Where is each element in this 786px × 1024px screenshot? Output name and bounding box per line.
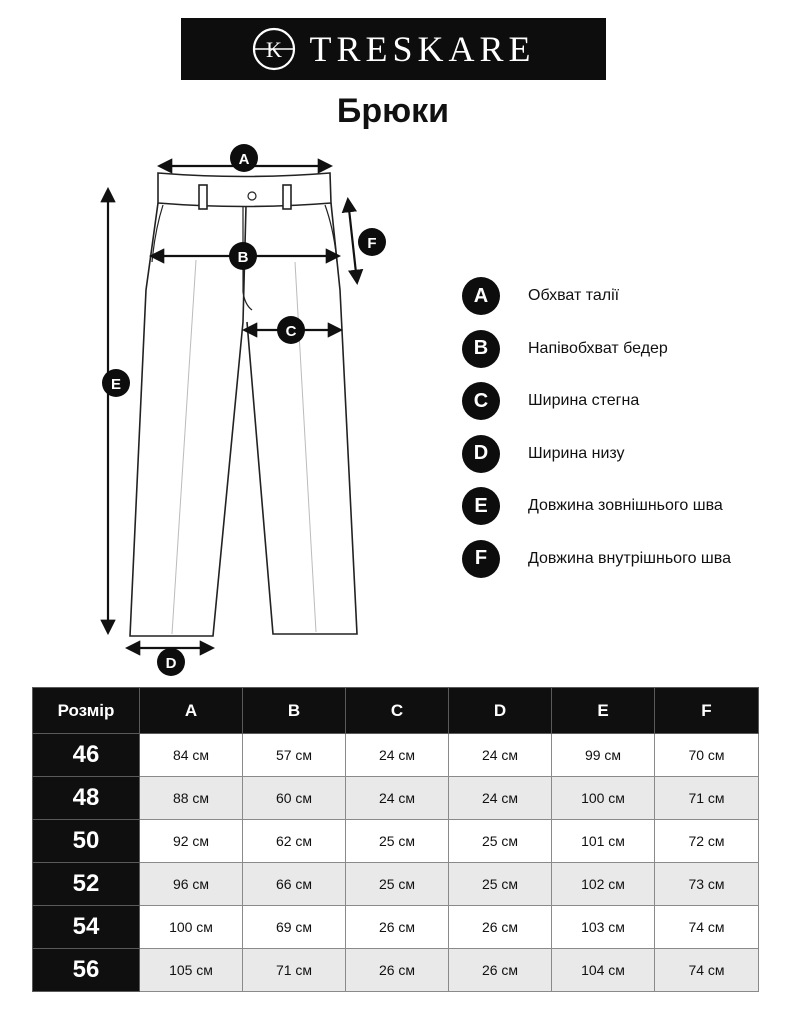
legend-label: Довжина внутрішнього шва bbox=[528, 549, 731, 567]
svg-text:B: B bbox=[237, 249, 249, 266]
size-chart-table bbox=[32, 687, 759, 992]
table-row bbox=[33, 734, 759, 777]
table-row bbox=[33, 820, 759, 863]
table-cell: 25 см bbox=[449, 820, 552, 863]
table-cell: 103 см bbox=[552, 906, 655, 949]
svg-text:C: C bbox=[285, 323, 297, 340]
legend-item-b bbox=[462, 323, 782, 376]
diagram-marker-f bbox=[358, 228, 386, 256]
table-row bbox=[33, 863, 759, 906]
svg-text:A: A bbox=[238, 151, 250, 168]
table-cell: 25 см bbox=[449, 863, 552, 906]
column-header-e: E bbox=[552, 688, 655, 734]
column-header-f: F bbox=[655, 688, 759, 734]
legend-item-a bbox=[462, 270, 782, 323]
legend-label: Обхват талії bbox=[528, 287, 620, 305]
legend-item-c bbox=[462, 375, 782, 428]
legend-badge: A bbox=[462, 277, 500, 315]
table-cell: 70 см bbox=[655, 734, 759, 777]
table-cell: 25 см bbox=[346, 820, 449, 863]
table-cell: 74 см bbox=[655, 949, 759, 992]
table-cell: 26 см bbox=[449, 906, 552, 949]
table-cell: 105 см bbox=[140, 949, 243, 992]
column-header-size: Розмір bbox=[33, 688, 140, 734]
svg-text:E: E bbox=[110, 376, 122, 393]
size-cell: 46 bbox=[33, 734, 140, 777]
table-cell: 92 см bbox=[140, 820, 243, 863]
legend-badge: D bbox=[462, 435, 500, 473]
legend-badge: E bbox=[462, 487, 500, 525]
table-cell: 24 см bbox=[346, 734, 449, 777]
column-header-c: C bbox=[346, 688, 449, 734]
table-cell: 99 см bbox=[552, 734, 655, 777]
measurement-legend bbox=[462, 270, 782, 585]
legend-badge: F bbox=[462, 540, 500, 578]
table-cell: 102 см bbox=[552, 863, 655, 906]
table-cell: 101 см bbox=[552, 820, 655, 863]
table-cell: 100 см bbox=[552, 777, 655, 820]
table-cell: 25 см bbox=[346, 863, 449, 906]
table-cell: 60 см bbox=[243, 777, 346, 820]
table-cell: 66 см bbox=[243, 863, 346, 906]
table-cell: 57 см bbox=[243, 734, 346, 777]
table-cell: 24 см bbox=[449, 777, 552, 820]
measurement-lines bbox=[108, 166, 357, 648]
table-cell: 26 см bbox=[346, 949, 449, 992]
diagram-marker-e bbox=[102, 369, 130, 397]
table-cell: 62 см bbox=[243, 820, 346, 863]
table-row bbox=[33, 949, 759, 992]
size-cell: 50 bbox=[33, 820, 140, 863]
legend-label: Ширина низу bbox=[528, 444, 625, 462]
table-row bbox=[33, 906, 759, 949]
svg-text:F: F bbox=[367, 235, 377, 252]
table-cell: 26 см bbox=[449, 949, 552, 992]
legend-item-d bbox=[462, 428, 782, 481]
size-cell: 56 bbox=[33, 949, 140, 992]
table-cell: 88 см bbox=[140, 777, 243, 820]
legend-item-f bbox=[462, 533, 782, 586]
table-header-row bbox=[33, 688, 759, 734]
table-cell: 84 см bbox=[140, 734, 243, 777]
table-cell: 24 см bbox=[449, 734, 552, 777]
legend-label: Ширина стегна bbox=[528, 392, 640, 410]
brand-logo-letter: K bbox=[266, 37, 283, 62]
table-cell: 69 см bbox=[243, 906, 346, 949]
table-cell: 74 см bbox=[655, 906, 759, 949]
size-cell: 54 bbox=[33, 906, 140, 949]
legend-badge: C bbox=[462, 382, 500, 420]
diagram-marker-a bbox=[230, 144, 258, 172]
table-cell: 71 см bbox=[243, 949, 346, 992]
table-row bbox=[33, 777, 759, 820]
legend-label: Напівобхват бедер bbox=[528, 339, 668, 357]
column-header-a: A bbox=[140, 688, 243, 734]
table-cell: 24 см bbox=[346, 777, 449, 820]
size-cell: 48 bbox=[33, 777, 140, 820]
column-header-b: B bbox=[243, 688, 346, 734]
table-cell: 71 см bbox=[655, 777, 759, 820]
legend-label: Довжина зовнішнього шва bbox=[528, 497, 723, 515]
table-cell: 72 см bbox=[655, 820, 759, 863]
diagram-marker-c bbox=[277, 316, 305, 344]
table-cell: 26 см bbox=[346, 906, 449, 949]
column-header-d: D bbox=[449, 688, 552, 734]
legend-item-e bbox=[462, 480, 782, 533]
table-cell: 73 см bbox=[655, 863, 759, 906]
table-cell: 100 см bbox=[140, 906, 243, 949]
table-cell: 96 см bbox=[140, 863, 243, 906]
diagram-marker-b bbox=[229, 242, 257, 270]
svg-text:D: D bbox=[165, 655, 177, 672]
legend-badge: B bbox=[462, 330, 500, 368]
brand-name: TRESKARE bbox=[309, 29, 536, 69]
diagram-marker-d bbox=[157, 648, 185, 676]
size-cell: 52 bbox=[33, 863, 140, 906]
table-cell: 104 см bbox=[552, 949, 655, 992]
page-title: Брюки bbox=[336, 92, 450, 130]
